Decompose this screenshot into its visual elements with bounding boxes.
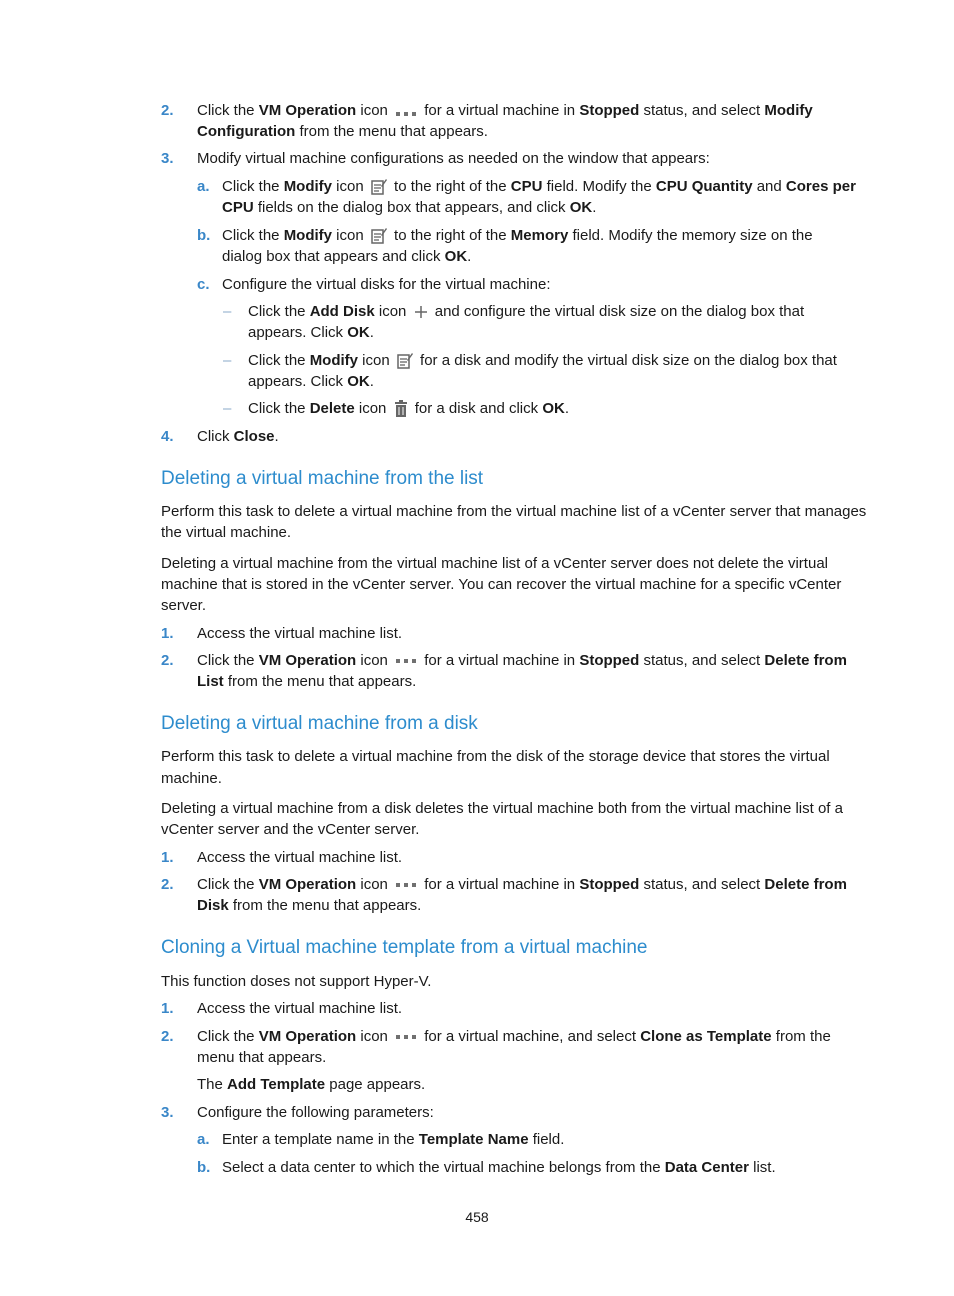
step-text: Disk from the menu that appears. bbox=[197, 897, 422, 914]
dash-2-line-2: appears. Click OK. bbox=[248, 373, 374, 390]
step-number: 1. bbox=[161, 1000, 174, 1017]
dash-bullet: – bbox=[223, 352, 232, 369]
substep-letter: c. bbox=[197, 276, 210, 293]
paragraph-line: the virtual machine. bbox=[161, 524, 292, 541]
step-number: 2. bbox=[161, 1028, 174, 1045]
step-2-line-1: Click the VM Operation icon for a virtual machine in Stopped status, and select Modify bbox=[197, 102, 813, 119]
dash-3-line-1: Click the Delete icon for a disk and click OK. bbox=[248, 400, 569, 417]
paragraph-line: machine. bbox=[161, 770, 222, 787]
dash-2-line-1: Click the Modify icon for a disk and modify the virtual disk size on the dialog box that bbox=[248, 352, 837, 369]
substep-text: Select a data center to which the virtual machine belongs from the Data Center list. bbox=[222, 1159, 776, 1176]
substep-text: Enter a template name in the Template Name field. bbox=[222, 1131, 565, 1148]
substep-letter: b. bbox=[197, 1159, 211, 1176]
paragraph-line: Perform this task to delete a virtual machine from the virtual machine list of a vCenter server that manages bbox=[161, 503, 867, 520]
step-text: menu that appears. bbox=[197, 1049, 327, 1066]
dash-bullet: – bbox=[223, 303, 232, 320]
paragraph-line: server. bbox=[161, 597, 207, 614]
paragraph-line: Deleting a virtual machine from a disk deletes the virtual machine both from the virtual machine list of a bbox=[161, 800, 843, 817]
dash-bullet: – bbox=[223, 400, 232, 417]
more-icon bbox=[396, 657, 416, 665]
dash-1-line-1: Click the Add Disk icon and configure the virtual disk size on the dialog box that bbox=[248, 303, 805, 320]
dash-1-line-2: appears. Click OK. bbox=[248, 324, 374, 341]
step-text: Access the virtual machine list. bbox=[197, 625, 403, 642]
step-number: 3. bbox=[161, 150, 174, 167]
substep-a-line-2: CPU fields on the dialog box that appears, and click OK. bbox=[222, 199, 597, 216]
more-icon bbox=[396, 1033, 416, 1041]
paragraph-line: Deleting a virtual machine from the virtual machine list of a vCenter server does not delete the virtual bbox=[161, 555, 828, 572]
paragraph-line: This function doses not support Hyper-V. bbox=[161, 973, 432, 990]
step-text: Click the VM Operation icon for a virtual machine in Stopped status, and select Delete from bbox=[197, 876, 847, 893]
substep-a-line-1: Click the Modify icon to the right of the CPU field. Modify the CPU Quantity and Cores per bbox=[222, 178, 856, 195]
substep-letter: a. bbox=[197, 1131, 210, 1148]
step-4-text: Click Close. bbox=[197, 428, 279, 445]
step-text: Access the virtual machine list. bbox=[197, 1000, 403, 1017]
step-text: Configure the following parameters: bbox=[197, 1104, 434, 1121]
page-number: 458 bbox=[465, 1209, 489, 1225]
edit-icon bbox=[371, 227, 387, 245]
substep-letter: b. bbox=[197, 227, 211, 244]
step-number: 3. bbox=[161, 1104, 174, 1121]
substep-c-text: Configure the virtual disks for the virtual machine: bbox=[222, 276, 551, 293]
section-heading: Cloning a Virtual machine template from a virtual machine bbox=[161, 937, 648, 958]
step-3-text: Modify virtual machine configurations as needed on the window that appears: bbox=[197, 150, 710, 167]
paragraph-line: machine that is stored in the vCenter server. You can recover the virtual machine for a specific vCenter bbox=[161, 576, 842, 593]
step-number: 4. bbox=[161, 428, 174, 445]
step-text: Click the VM Operation icon for a virtual machine in Stopped status, and select Delete from bbox=[197, 652, 847, 669]
paragraph-line: vCenter server and the vCenter server. bbox=[161, 821, 420, 838]
edit-icon bbox=[397, 352, 413, 370]
substep-b-line-1: Click the Modify icon to the right of the Memory field. Modify the memory size on the bbox=[222, 227, 813, 244]
step-text: List from the menu that appears. bbox=[197, 673, 417, 690]
paragraph-line: Perform this task to delete a virtual machine from the disk of the storage device that stores the virtual bbox=[161, 748, 830, 765]
edit-icon bbox=[371, 178, 387, 196]
step-number: 2. bbox=[161, 652, 174, 669]
substep-b-line-2: dialog box that appears and click OK. bbox=[222, 248, 472, 265]
step-text: Access the virtual machine list. bbox=[197, 849, 403, 866]
section-heading: Deleting a virtual machine from the list bbox=[161, 468, 484, 489]
more-icon bbox=[396, 107, 416, 115]
step-number: 2. bbox=[161, 876, 174, 893]
step-2-line-2: Configuration from the menu that appears. bbox=[197, 123, 488, 140]
trash-icon bbox=[394, 400, 408, 418]
step-number: 1. bbox=[161, 849, 174, 866]
section-heading: Deleting a virtual machine from a disk bbox=[161, 713, 478, 734]
more-icon bbox=[396, 881, 416, 889]
step-number: 1. bbox=[161, 625, 174, 642]
plus-icon bbox=[414, 305, 428, 319]
substep-letter: a. bbox=[197, 178, 210, 195]
step-number: 2. bbox=[161, 102, 174, 119]
step-note: The Add Template page appears. bbox=[197, 1076, 426, 1093]
step-text: Click the VM Operation icon for a virtual machine, and select Clone as Template from the bbox=[197, 1028, 831, 1045]
